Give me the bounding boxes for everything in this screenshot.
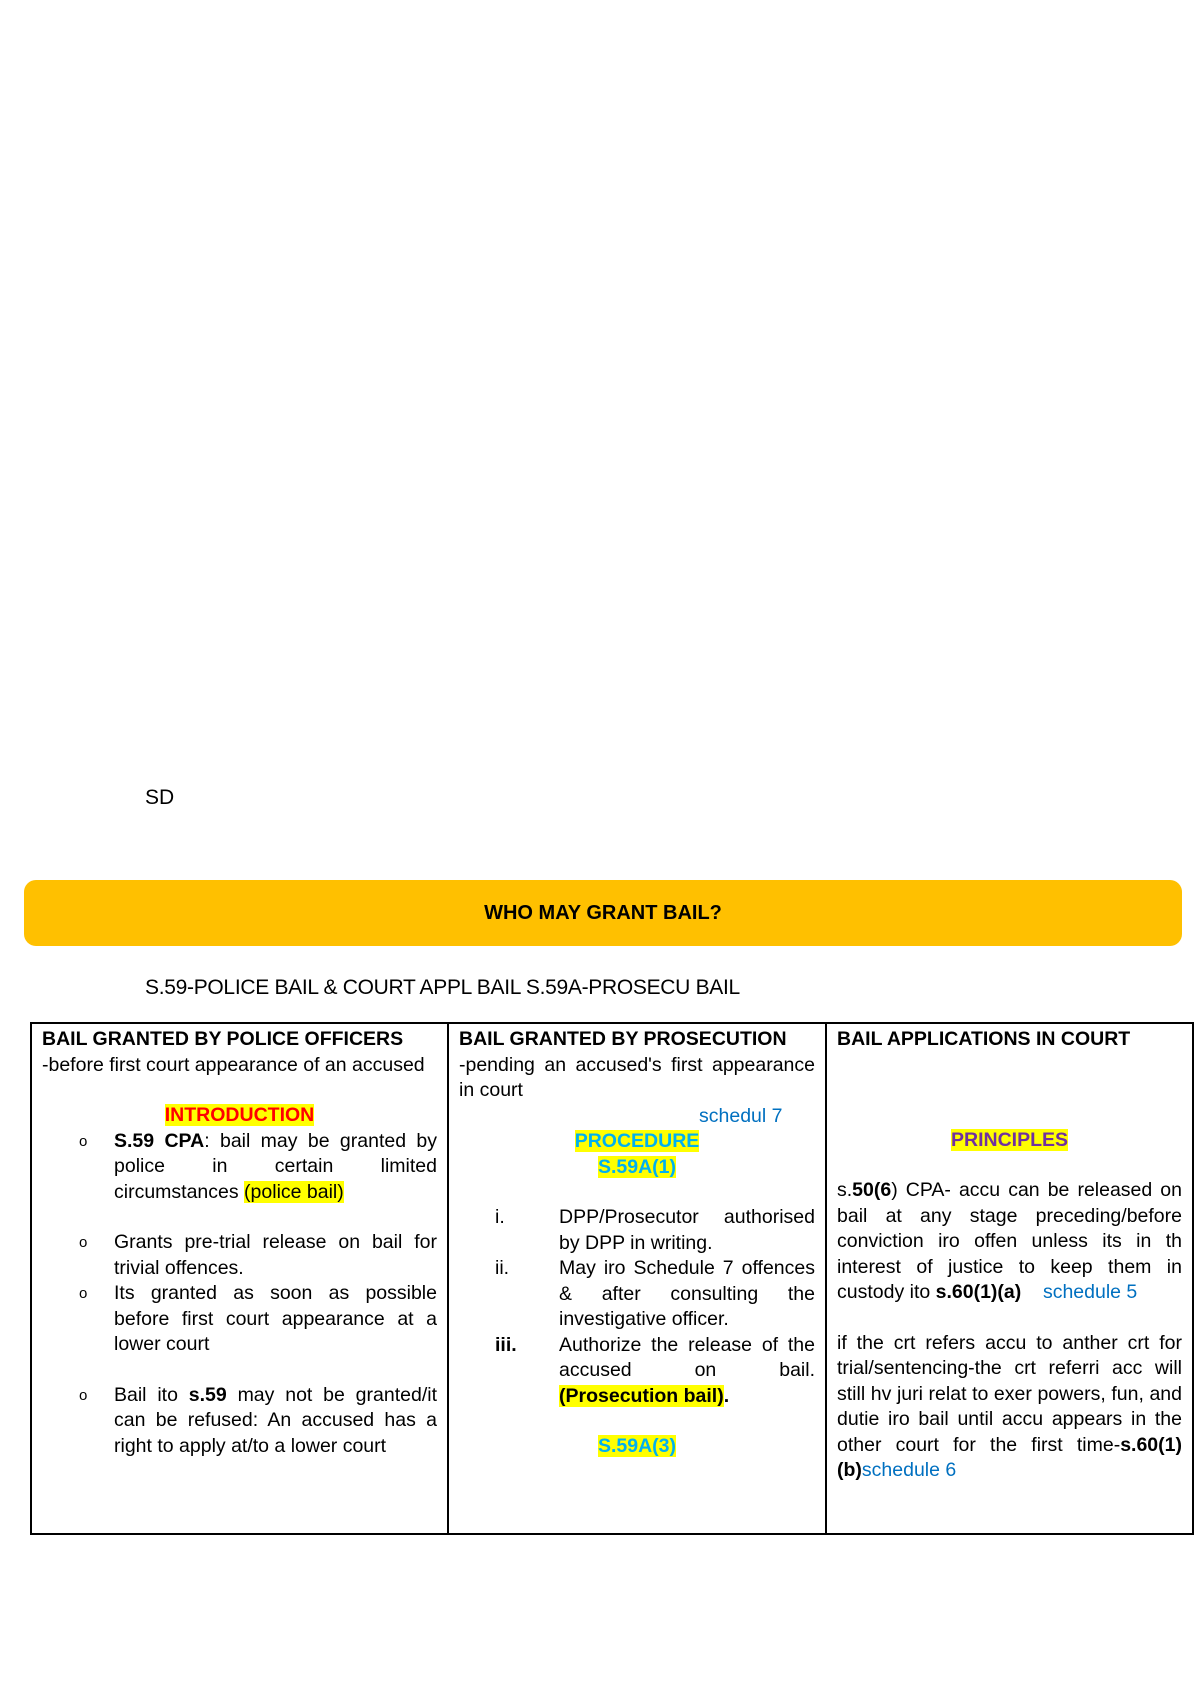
title-banner: [24, 880, 1182, 946]
prosecution-bail-column: [448, 1023, 826, 1534]
court-bail-column: [826, 1023, 1193, 1534]
bullet-text: Grants pre-trial release on bail for trivial offences.: [114, 1231, 437, 1279]
s59-citation: s.59: [188, 1383, 227, 1406]
list-item: [42, 1383, 437, 1460]
s59-cpa-citation: S.59 CPA: [114, 1129, 205, 1152]
item-text: May iro Schedule 7 offences & after consulting the investigative officer.: [559, 1257, 815, 1330]
list-item: [459, 1205, 815, 1256]
paragraph-prefix: s.: [837, 1179, 853, 1201]
bullet-text: Its granted as soon as possible before first court appearance at a lower court: [114, 1282, 437, 1355]
procedure-list: [459, 1205, 815, 1409]
bullet-marker: o: [79, 1234, 88, 1251]
schedule-5-note: schedule 5: [1042, 1281, 1138, 1303]
item-number: iii.: [495, 1333, 517, 1356]
bullet-marker: o: [79, 1285, 88, 1302]
police-header: BAIL GRANTED BY POLICE OFFICERS: [42, 1028, 404, 1050]
list-item: [42, 1129, 437, 1206]
police-bail-column: [31, 1023, 448, 1534]
list-item: [42, 1230, 437, 1281]
subtitle: S.59-POLICE BAIL & COURT APPL BAIL S.59A-PROSECU BAIL: [145, 976, 740, 999]
police-bail-highlight: (police bail): [244, 1180, 344, 1203]
bullet-text: : bail may be granted by police in certain limited circumstances: [114, 1129, 437, 1203]
bullet-marker: o: [79, 1132, 88, 1150]
banner-title: WHO MAY GRANT BAIL?: [484, 901, 722, 924]
item-end: .: [723, 1384, 730, 1407]
bullet-marker: o: [79, 1386, 88, 1404]
s59a1-heading: [459, 1155, 815, 1181]
item-text: Authorize the release of the accused on bail.: [559, 1333, 815, 1381]
list-item: [459, 1256, 815, 1333]
s60-1b-citation: s.60(1)(b): [837, 1433, 1182, 1481]
introduction-title: INTRODUCTION: [164, 1104, 315, 1126]
principles-title: PRINCIPLES: [950, 1128, 1069, 1151]
prosecution-description: -pending an accused's first appearance in court: [459, 1053, 815, 1101]
principle-paragraph-2: [837, 1331, 1182, 1484]
prosecution-bail-highlight: (Prosecution bail): [559, 1384, 724, 1407]
list-item: [42, 1281, 437, 1358]
court-header: BAIL APPLICATIONS IN COURT: [837, 1028, 1131, 1050]
item-number: ii.: [495, 1257, 510, 1279]
procedure-title: PROCEDURE: [574, 1130, 700, 1152]
police-bullet-list: [42, 1129, 437, 1460]
s50-6-ref: 50(6: [852, 1179, 892, 1201]
paragraph-text: if the crt refers accu to anther crt for trial/sentencing-the crt referri acc will still hv juri relat to exer powers, fun, and dutie iro bail until accu appears in the other court for the first time-: [837, 1331, 1182, 1456]
list-item: [459, 1333, 815, 1410]
bullet-text: Bail ito: [114, 1383, 189, 1406]
bullet-text: may not be granted/it can be refused: An accused has a right to apply at/to a lower court: [114, 1383, 437, 1457]
procedure-heading: [459, 1129, 815, 1155]
principle-paragraph-1: [837, 1178, 1182, 1306]
s59a1-ref: S.59A(1): [597, 1155, 677, 1178]
s59a3-heading: [459, 1434, 815, 1460]
paragraph-text: ) CPA- accu can be released on bail at any stage preceding/before conviction iro offen unless its in th interest of justice to keep them in custody ito: [837, 1179, 1182, 1303]
schedule-6-note: schedule 6: [861, 1459, 957, 1481]
s59a3-ref: S.59A(3): [597, 1435, 677, 1457]
schedule-7-note: schedul 7: [699, 1104, 783, 1127]
item-text: DPP/Prosecutor authorised by DPP in writing.: [559, 1206, 815, 1254]
principles-heading: [837, 1128, 1182, 1154]
item-number: i.: [495, 1206, 505, 1228]
bail-table: [30, 1022, 1194, 1535]
document-mark: SD: [145, 786, 175, 809]
introduction-heading: [42, 1103, 437, 1129]
prosecution-header: BAIL GRANTED BY PROSECUTION: [459, 1028, 787, 1050]
police-description: -before first court appearance of an accused: [42, 1053, 425, 1076]
s60-1a-citation: s.60(1)(a): [935, 1281, 1022, 1303]
